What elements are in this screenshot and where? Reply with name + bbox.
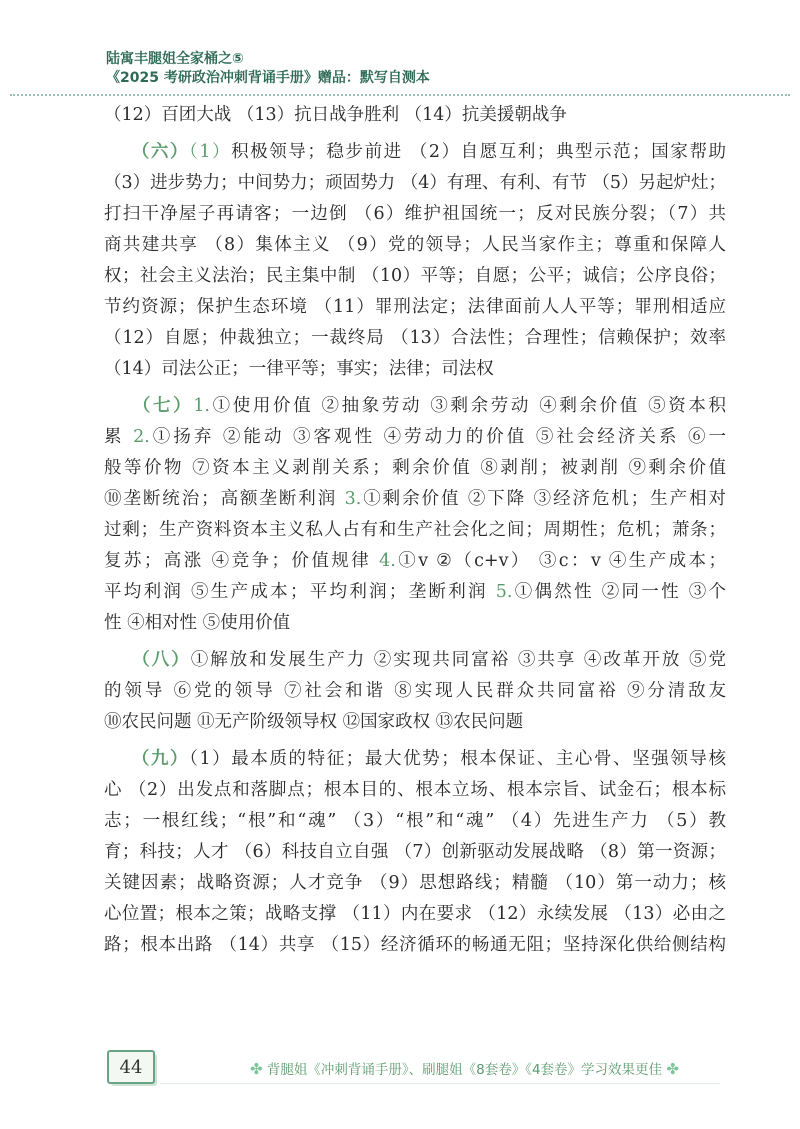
section-6-first-line: （六）（1）积极领导；稳步前进 （2）自愿互利；典型示范；国家帮助	[130, 142, 726, 162]
text-line: 权；社会主义法治；民主集中制 （10）平等；自愿；公平；诚信；公序良俗；	[104, 266, 726, 286]
section-9-label: （九）	[130, 749, 190, 769]
section-8-first-line: （八）①解放和发展生产力 ②实现共同富裕 ③共享 ④改革开放 ⑤党	[130, 650, 726, 670]
header-book-title: 《2025 考研政治冲刺背诵手册》赠品：默写自测本	[106, 70, 430, 86]
clover-icon: ✤	[250, 1060, 263, 1078]
text-line: 的领导 ⑥党的领导 ⑦社会和谐 ⑧实现人民群众共同富裕 ⑨分清敌友	[104, 681, 726, 701]
footer-divider	[160, 1083, 720, 1084]
text-line: （14）司法公正；一律平等；事实；法律；司法权	[104, 359, 494, 379]
text-line: （12）自愿；仲裁独立；一裁终局 （13）合法性；合理性；信赖保护；效率	[104, 328, 726, 348]
text-line: 心位置；根本之策；战略支撑 （11）内在要求 （12）永续发展 （13）必由之	[104, 904, 726, 924]
text-line: （12）百团大战 （13）抗日战争胜利 （14）抗美援朝战争	[104, 105, 567, 125]
page-number: 44	[107, 1050, 155, 1084]
text-line: 志；一根红线；“根”和“魂” （3）“根”和“魂” （4）先进生产力 （5）教	[104, 811, 726, 831]
text-line: 节约资源；保护生态环境 （11）罪刑法定；法律面前人人平等；罪刑相适应	[104, 297, 726, 317]
text-line: 路；根本出路 （14）共享 （15）经济循环的畅通无阻；坚持深化供给侧结构	[104, 935, 726, 955]
text-line: 性 ④相对性 ⑤使用价值	[104, 613, 291, 633]
text-line: 过剩；生产资料资本主义私人占有和生产社会化之间；周期性；危机；萧条；	[104, 520, 726, 540]
text-line: 育；科技；人才 （6）科技自立自强 （7）创新驱动发展战略 （8）第一资源；	[104, 842, 726, 862]
text-line: 商共建共享 （8）集体主义 （9）党的领导；人民当家作主；尊重和保障人	[104, 235, 726, 255]
text-line: ⑩垄断统治；高额垄断利润 3.①剩余价值 ②下降 ③经济危机；生产相对	[104, 489, 726, 509]
text-line: 累 2.①扬弃 ②能动 ③客观性 ④劳动力的价值 ⑤社会经济关系 ⑥一	[104, 427, 726, 447]
text-line: 心 （2）出发点和落脚点；根本目的、根本立场、根本宗旨、试金石；根本标	[104, 780, 726, 800]
text-line: ⑩农民问题 ⑪无产阶级领导权 ⑫国家政权 ⑬农民问题	[104, 712, 524, 732]
section-7-first-line: （七）1.①使用价值 ②抽象劳动 ③剩余劳动 ④剩余价值 ⑤资本积	[130, 396, 726, 416]
section-9-first-line: （九）（1）最本质的特征；最大优势；根本保证、主心骨、坚强领导核	[130, 749, 726, 769]
clover-icon: ✤	[666, 1060, 679, 1078]
section-6-label: （六）	[130, 142, 190, 162]
answer-text	[104, 100, 726, 961]
text-line: 关键因素；战略资源；人才竞争 （9）思想路线；精髓 （10）第一动力；核	[104, 873, 726, 893]
text-line: 平均利润 ⑤生产成本；平均利润；垄断利润 5.①偶然性 ②同一性 ③个	[104, 582, 726, 602]
header-divider	[10, 94, 790, 96]
running-header	[106, 50, 430, 88]
footer-promo	[250, 1058, 720, 1078]
header-series-title: 陆寓丰腿姐全家桶之⑤	[106, 51, 244, 67]
footer-promo-text: 背腿姐《冲刺背诵手册》、刷腿姐《8套卷》《4套卷》学习效果更佳	[266, 1062, 663, 1078]
text-line: 般等价物 ⑦资本主义剥削关系；剩余价值 ⑧剥削；被剥削 ⑨剩余价值	[104, 458, 726, 478]
text-line: 复苏；高涨 ④竞争；价值规律 4.①v ②（c+v） ③c：v ④生产成本；	[104, 551, 726, 571]
section-8-label: （八）	[130, 650, 191, 670]
text-line: 打扫干净屋子再请客；一边倒 （6）维护祖国统一；反对民族分裂；（7）共	[104, 204, 726, 224]
section-7-label: （七）	[130, 396, 194, 416]
text-line: （3）进步势力；中间势力；顽固势力 （4）有理、有利、有节 （5）另起炉灶；	[104, 173, 726, 193]
